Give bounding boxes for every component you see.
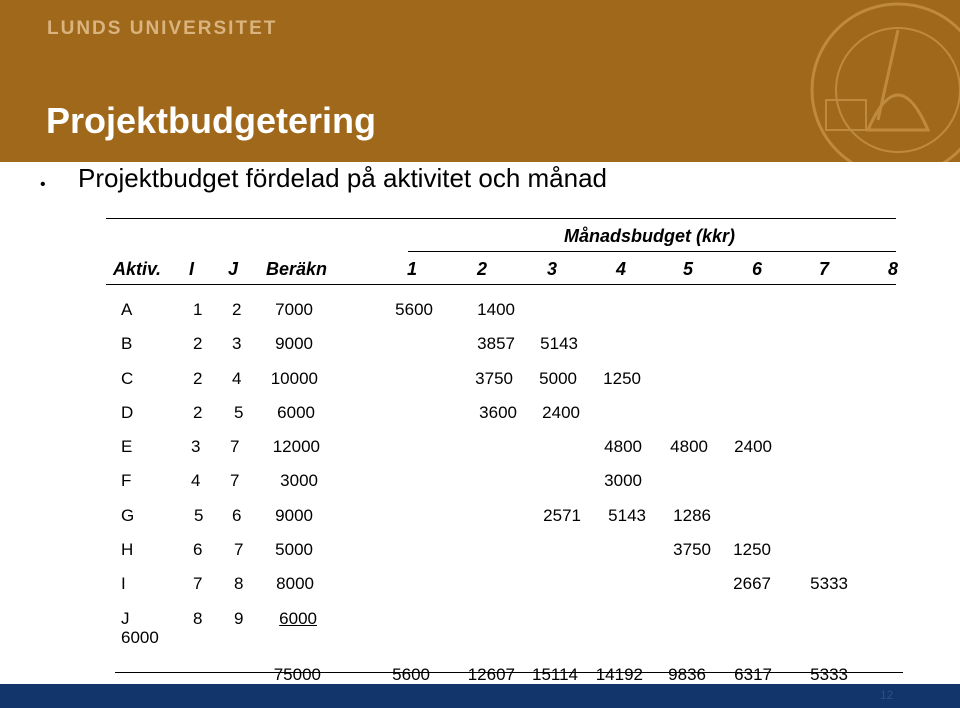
activity-cell: A — [121, 300, 133, 319]
activity-cell: C — [121, 369, 134, 388]
j-cell: 9 — [234, 609, 244, 628]
column-header: 4 — [615, 259, 626, 279]
activity-cell: J — [121, 609, 130, 628]
table-top-rule — [106, 218, 896, 219]
calc-cell: 8000 — [276, 574, 314, 593]
column-header: 7 — [818, 259, 829, 279]
calc-cell: 10000 — [270, 369, 318, 388]
slide-title: Projektbudgetering — [46, 100, 377, 141]
header-rule — [106, 284, 896, 285]
activity-cell: I — [121, 574, 126, 593]
calc-cell: 5000 — [275, 540, 313, 559]
month-value: 5333 — [810, 574, 848, 593]
activity-cell: G — [121, 506, 135, 525]
month-value: 4800 — [670, 437, 708, 456]
month-value: 3857 — [477, 334, 515, 353]
total-value: 9836 — [668, 665, 706, 684]
column-header: 5 — [682, 259, 693, 279]
total-value: 6317 — [734, 665, 772, 684]
calc-cell: 6000 — [277, 403, 315, 422]
activity-cell: B — [121, 334, 133, 353]
month-value: 3600 — [479, 403, 517, 422]
month-value: 4800 — [604, 437, 642, 456]
j-cell: 3 — [232, 334, 242, 353]
j-extra-value: 6000 — [121, 628, 159, 647]
page-number: 12 — [880, 688, 894, 702]
i-cell: 5 — [194, 506, 204, 525]
i-cell: 2 — [193, 369, 203, 388]
i-cell: 1 — [193, 300, 203, 319]
i-cell: 4 — [191, 471, 201, 490]
month-value: 5000 — [539, 369, 577, 388]
month-value: 1286 — [673, 506, 711, 525]
university-seal-icon — [808, 0, 960, 162]
month-value: 5143 — [540, 334, 578, 353]
i-cell: 7 — [193, 574, 203, 593]
j-cell: 2 — [232, 300, 242, 319]
activity-cell: D — [121, 403, 134, 422]
column-header: 3 — [546, 259, 557, 279]
calc-cell: 7000 — [275, 300, 313, 319]
column-header: 6 — [751, 259, 762, 279]
column-header: 1 — [406, 259, 417, 279]
total-value: 14192 — [595, 665, 643, 684]
j-cell: 5 — [234, 403, 244, 422]
bullet-text: Projektbudget fördelad på aktivitet och månad — [78, 163, 608, 193]
i-cell: 8 — [193, 609, 203, 628]
i-cell: 2 — [193, 334, 203, 353]
group-header: Månadsbudget (kkr) — [564, 226, 736, 246]
j-cell: 7 — [230, 437, 240, 456]
month-value: 5600 — [395, 300, 433, 319]
calc-cell: 6000 — [279, 609, 317, 628]
j-cell: 8 — [234, 574, 244, 593]
calc-cell: 9000 — [275, 334, 313, 353]
month-value: 2667 — [733, 574, 771, 593]
month-value: 3750 — [673, 540, 711, 559]
month-value: 2400 — [734, 437, 772, 456]
calc-cell: 12000 — [272, 437, 320, 456]
j-cell: 7 — [234, 540, 244, 559]
i-cell: 6 — [193, 540, 203, 559]
column-header: Aktiv. — [113, 259, 162, 279]
bullet-dot: • — [40, 176, 46, 193]
column-header: J — [228, 259, 239, 279]
i-cell: 2 — [193, 403, 203, 422]
column-header: 2 — [476, 259, 487, 279]
month-value: 3000 — [604, 471, 642, 490]
column-header: Beräkn — [266, 259, 328, 279]
month-value: 1400 — [477, 300, 515, 319]
month-value: 5143 — [608, 506, 646, 525]
column-header: I — [189, 259, 195, 279]
month-value: 2400 — [542, 403, 580, 422]
activity-cell: E — [121, 437, 133, 456]
calc-cell: 3000 — [280, 471, 318, 490]
calc-cell: 9000 — [275, 506, 313, 525]
total-calc: 75000 — [273, 665, 321, 684]
total-value: 5600 — [392, 665, 430, 684]
total-value: 15114 — [531, 665, 578, 684]
month-value: 1250 — [603, 369, 641, 388]
i-cell: 3 — [191, 437, 201, 456]
month-value: 3750 — [475, 369, 513, 388]
slide-footer — [0, 684, 960, 708]
activity-cell: H — [121, 540, 134, 559]
slide-header — [0, 0, 960, 162]
activity-cell: F — [121, 471, 132, 490]
month-value: 1250 — [733, 540, 771, 559]
column-header: 8 — [887, 259, 898, 279]
month-value: 2571 — [543, 506, 581, 525]
university-name: LUNDS UNIVERSITET — [47, 18, 278, 39]
j-cell: 7 — [230, 471, 240, 490]
total-value: 5333 — [810, 665, 848, 684]
total-value: 12607 — [467, 665, 515, 684]
group-rule — [408, 251, 896, 252]
j-cell: 6 — [232, 506, 242, 525]
j-cell: 4 — [232, 369, 242, 388]
